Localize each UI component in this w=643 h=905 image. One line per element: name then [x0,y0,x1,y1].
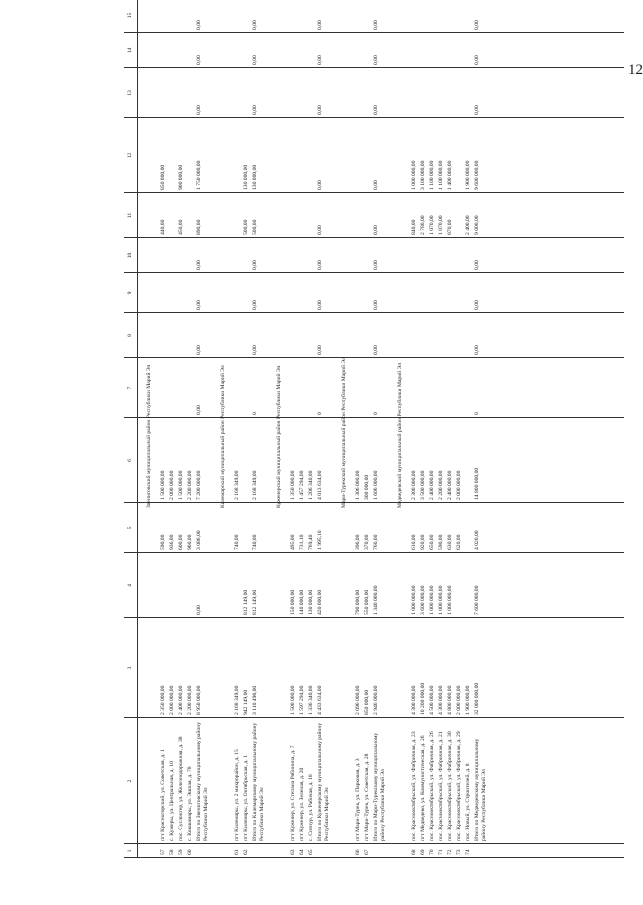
total-label: Итого по Килемарскому муниципальному району Республики Марий Эл [252,722,265,841]
column-divider [124,502,624,503]
row-address: с. Кужеры, ул. Центральная, д. 10 [169,761,175,841]
row-number: 62 [243,849,249,855]
row-number: 70 [429,849,435,855]
column-header: 13 [127,90,133,96]
column-divider [124,617,624,618]
total-value: 1 995,10 [317,530,323,550]
cell-value: 600,00 [178,534,184,550]
total-value: 0,00 [196,105,202,115]
total-value: 0,00 [196,55,202,65]
total-value: 0,00 [474,55,480,65]
cell-value: 2 300 000,00 [411,470,417,500]
total-value: 0,00 [252,105,258,115]
column-header: 9 [127,291,133,295]
total-value: 0,00 [196,345,202,355]
column-header: 12 [127,152,133,159]
cell-value: 942 149,00 [243,689,249,715]
cell-value: 1 597 294,00 [299,685,305,715]
cell-value: 2 350 000,00 [160,685,166,715]
cell-value: 840,00 [411,219,417,235]
cell-value: 620,00 [456,534,462,550]
total-value: 0,00 [317,55,323,65]
total-value: 7 200 000,00 [196,470,202,500]
column-divider [124,237,624,238]
cell-value: 4 800 000,00 [447,685,453,715]
cell-value: 2 400 000,00 [178,685,184,715]
cell-value: 2 000 000,00 [456,470,462,500]
column-header: 10 [127,252,133,259]
section-title: Медведевский муниципальный район Республики Марий Эл [397,363,403,508]
column-header: 14 [127,47,133,54]
total-value: 0,00 [196,405,202,415]
cell-value: 1 206 340,00 [308,470,314,500]
column-divider [124,312,624,313]
row-address: пгт Мари-Турек, ул. Парковая, д. 3 [355,758,361,841]
section-title: Килемарский муниципальный район Республики Марий Эл [220,365,226,508]
cell-value: 4 300 000,00 [438,685,444,715]
total-value: 1 750 000,00 [196,160,202,190]
cell-value: 1 100 000,00 [438,160,444,190]
cell-value: 550 000,00 [364,589,370,615]
total-value: 0,00 [196,20,202,30]
total-label: Итого по Мари-Турекскому муниципальному району Республики Марий Эл [373,732,386,841]
cell-value: 936,00 [169,534,175,550]
column-header: 11 [127,212,133,219]
total-value: 0,00 [252,345,258,355]
cell-value: 920,00 [420,534,426,550]
total-value: 0,00 [252,20,258,30]
total-value: 0 [252,412,258,415]
cell-value: 150 000,00 [290,589,296,615]
total-value: 0,00 [373,55,379,65]
cell-value: 2 200 000,00 [187,470,193,500]
total-value: 890,00 [196,219,202,235]
column-header: 7 [127,386,133,390]
cell-value: 3 600 000,00 [420,585,426,615]
column-header: 15 [127,12,133,19]
total-value: 0,00 [373,105,379,115]
rotated-table [124,12,624,858]
cell-value: 2 096 000,00 [355,685,361,715]
section-title: Звениговский муниципальный район Республики Марий Эл [146,364,152,508]
cell-value: 10 200 000,00 [420,682,426,715]
column-header: 1 [127,849,133,853]
cell-value: 650,00 [429,534,435,550]
cell-value: 1 100 000,00 [429,160,435,190]
total-value: 0,00 [373,20,379,30]
column-divider [124,67,624,68]
cell-value: 900 000,00 [178,164,184,190]
cell-value: 140 000,00 [299,589,305,615]
column-divider [124,857,624,858]
column-divider [124,192,624,193]
total-value: 0,00 [196,300,202,310]
total-value: 0,00 [317,260,323,270]
cell-value: 1 000 000,00 [438,585,444,615]
row-number: 68 [411,849,417,855]
row-number: 64 [299,849,305,855]
cell-value: 4 300 000,00 [411,685,417,715]
total-value: 0,00 [317,180,323,190]
row-address: пгт Куженер, ул. Степана Рябинина, д. 7 [290,745,296,841]
row-address: пгт Килемары, ул. 2 микрорайон, д. 15 [234,749,240,841]
cell-value: 850 000,00 [160,164,166,190]
total-value: 0,00 [373,345,379,355]
column-divider [124,717,624,718]
cell-value: 396,00 [355,534,361,550]
cell-value: 300 000,00 [364,474,370,500]
row-number: 61 [234,849,240,855]
total-value: 8 950 000,00 [196,685,202,715]
cell-value: 731,10 [299,534,305,550]
cell-value: 1 500 000,00 [160,470,166,500]
cell-value: 2 400,00 [465,215,471,235]
cell-value: 812 149,00 [243,589,249,615]
row-number: 57 [160,849,166,855]
cell-value: 2 000 000,00 [169,685,175,715]
cell-value: 2 168 349,00 [234,685,240,715]
total-value: 130 000,00 [252,164,258,190]
cell-value: 2 780,00 [420,215,426,235]
total-value: 9 000,00 [474,215,480,235]
total-value: 4 433 634,00 [317,685,323,715]
row-number: 67 [364,849,370,855]
cell-value: 1 457 294,00 [299,470,305,500]
total-value: 0,00 [317,345,323,355]
total-value: 766,00 [373,534,379,550]
total-value: 0,00 [252,55,258,65]
total-value: 0,00 [196,260,202,270]
total-value: 0 [474,412,480,415]
column-header: 5 [127,526,133,530]
section-title: Мари-Турекский муниципальный район Республики Марий Эл [341,357,347,508]
total-value: 32 000 000,00 [474,682,480,715]
total-value: 0,00 [373,260,379,270]
total-value: 0,00 [474,260,480,270]
row-number: 58 [169,849,175,855]
cell-value: 3 100 000,00 [420,160,426,190]
cell-value: 1 500 000,00 [290,685,296,715]
column-divider [124,32,624,33]
total-value: 9 600 000,00 [474,160,480,190]
cell-value: 130 000,00 [308,589,314,615]
total-value: 0,00 [474,105,480,115]
row-address: пос. Новый, ул. Строителей, д. 8 [465,763,471,841]
column-header: 8 [127,334,133,337]
cell-value: 1 400 000,00 [447,160,453,190]
row-address: пос. Краснооктябрьский, ул. Фабричная, д. 23 [411,731,417,841]
total-value: 0,00 [373,300,379,310]
total-value: 0,00 [317,225,323,235]
total-value: 14 800 000,00 [474,467,480,500]
total-value: 1 606 000,00 [373,470,379,500]
cell-value: 1 000 000,00 [429,585,435,615]
cell-value: 740,00 [234,534,240,550]
total-value: 812 149,00 [252,589,258,615]
row-address: пгт Медведево, ул. Коммунистическая, д. 26 [420,735,426,841]
total-value: 3 110 498,00 [252,685,258,715]
row-number: 63 [290,849,296,855]
total-value: 4 013 634,00 [317,470,323,500]
row-number: 69 [420,849,426,855]
cell-value: 1 000 000,00 [447,585,453,615]
cell-value: 960,00 [187,534,193,550]
total-label: Итого по Звениговскому муниципальному району Республики Марий Эл [196,722,209,841]
page-number: 12 [628,62,643,78]
cell-value: 2 168 349,00 [234,470,240,500]
row-number: 66 [355,849,361,855]
column-divider [124,357,624,358]
cell-value: 610,00 [411,534,417,550]
row-address: пос. Краснооктябрьский, ул. Фабричная, д. 21 [438,731,444,841]
row-number: 59 [178,849,184,855]
cell-value: 370,00 [364,534,370,550]
cell-value: 1 306 000,00 [355,470,361,500]
total-value: 7 600 000,00 [474,585,480,615]
cell-value: 1 350 000,00 [290,470,296,500]
cell-value: 590,00 [160,534,166,550]
total-value: 0,00 [317,105,323,115]
cell-value: 1 000 000,00 [411,585,417,615]
row-address: пос. Краснооктябрьский, ул. Фабричная, д. 30 [447,731,453,841]
row-address: с. Сотнур, ул. Рабочая, д. 18 [308,774,314,841]
total-label: Итого по Медведевскому муниципальному району Республики Марий Эл [474,738,487,841]
cell-value: 1 900 000,00 [465,160,471,190]
cell-value: 4 500 000,00 [429,685,435,715]
cell-value: 1 336 340,00 [308,685,314,715]
total-value: 0,00 [474,345,480,355]
row-address: пгт Куженер, ул. Зеленая, д. 20 [299,767,305,841]
cell-value: 2 000 000,00 [456,685,462,715]
total-value: 0,00 [252,300,258,310]
cell-value: 1 900 000,00 [465,685,471,715]
row-number: 73 [456,849,462,855]
total-value: 0,00 [196,605,202,615]
cell-value: 2 200 000,00 [438,470,444,500]
column-header: 3 [127,666,133,670]
column-divider [124,117,624,118]
total-label: Итого по Куженерскому муниципальному району Республики Марий Эл [317,722,330,841]
row-address: пгт Килемары, ул. Октябрьская, д. 1 [243,755,249,841]
total-value: 0,00 [373,180,379,190]
cell-value: 790 000,00 [355,589,361,615]
cell-value: 870,00 [447,219,453,235]
row-address: пос. Краснооктябрьский, ул. Фабричная, д. 26 [429,731,435,841]
row-number: 60 [187,849,193,855]
total-value: 0,00 [317,300,323,310]
cell-value: 3 500 000,00 [420,470,426,500]
total-value: 500,00 [252,219,258,235]
row-number: 72 [447,849,453,855]
cell-value: 1 500 000,00 [178,470,184,500]
cell-value: 2 400 000,00 [447,470,453,500]
total-value: 2 168 349,00 [252,470,258,500]
column-divider [124,272,624,273]
total-value: 4 020,00 [474,530,480,550]
row-address: пгт Мари-Турек, ул. Советская, д. 28 [364,753,370,841]
section-title: Куженерский муниципальный район Республики Марий Эл [276,365,282,508]
cell-value: 1 070,00 [438,215,444,235]
cell-value: 1 000 000,00 [411,160,417,190]
total-value: 1 340 000,00 [373,585,379,615]
total-value: 0,00 [317,20,323,30]
cell-value: 850 000,00 [364,689,370,715]
total-value: 0,00 [474,300,480,310]
column-header: 2 [127,779,133,783]
cell-value: 130 000,00 [243,164,249,190]
cell-value: 500,00 [243,219,249,235]
cell-value: 2 200 000,00 [187,685,193,715]
row-address: пгт Красногорский, ул. Советская, д. 1 [160,749,166,841]
column-divider [124,417,624,418]
cell-value: 2 000 000,00 [169,470,175,500]
total-value: 0,00 [474,20,480,30]
cell-value: 590,00 [438,534,444,550]
column-divider [124,552,624,553]
row-number: 65 [308,849,314,855]
total-value: 0,00 [252,260,258,270]
row-number: 71 [438,849,444,855]
cell-value: 450,00 [178,219,184,235]
cell-value: 2 400 000,00 [429,470,435,500]
total-value: 0 [317,412,323,415]
row-address: с. Кокшамары, ул. Эшпая, д. 78 [187,766,193,841]
total-value: 420 000,00 [317,589,323,615]
total-value: 3 086,00 [196,530,202,550]
cell-value: 1 070,00 [429,215,435,235]
total-value: 2 946 000,00 [373,685,379,715]
column-header: 4 [127,584,133,587]
column-divider [124,843,624,844]
cell-value: 769,40 [308,534,314,550]
column-header: 6 [127,459,133,462]
cell-value: 495,00 [290,534,296,550]
row-number: 74 [465,849,471,855]
header-divider [137,0,138,858]
row-address: пос. Краснооктябрьский, ул. Фабричная, д. 29 [456,731,462,841]
total-value: 740,00 [252,534,258,550]
total-value: 0,00 [373,225,379,235]
total-value: 0 [373,412,379,415]
row-address: пос. Суслонгер, ул. Железнодорожная, д. 38 [178,736,184,841]
cell-value: 440,00 [160,219,166,235]
cell-value: 630,00 [447,534,453,550]
